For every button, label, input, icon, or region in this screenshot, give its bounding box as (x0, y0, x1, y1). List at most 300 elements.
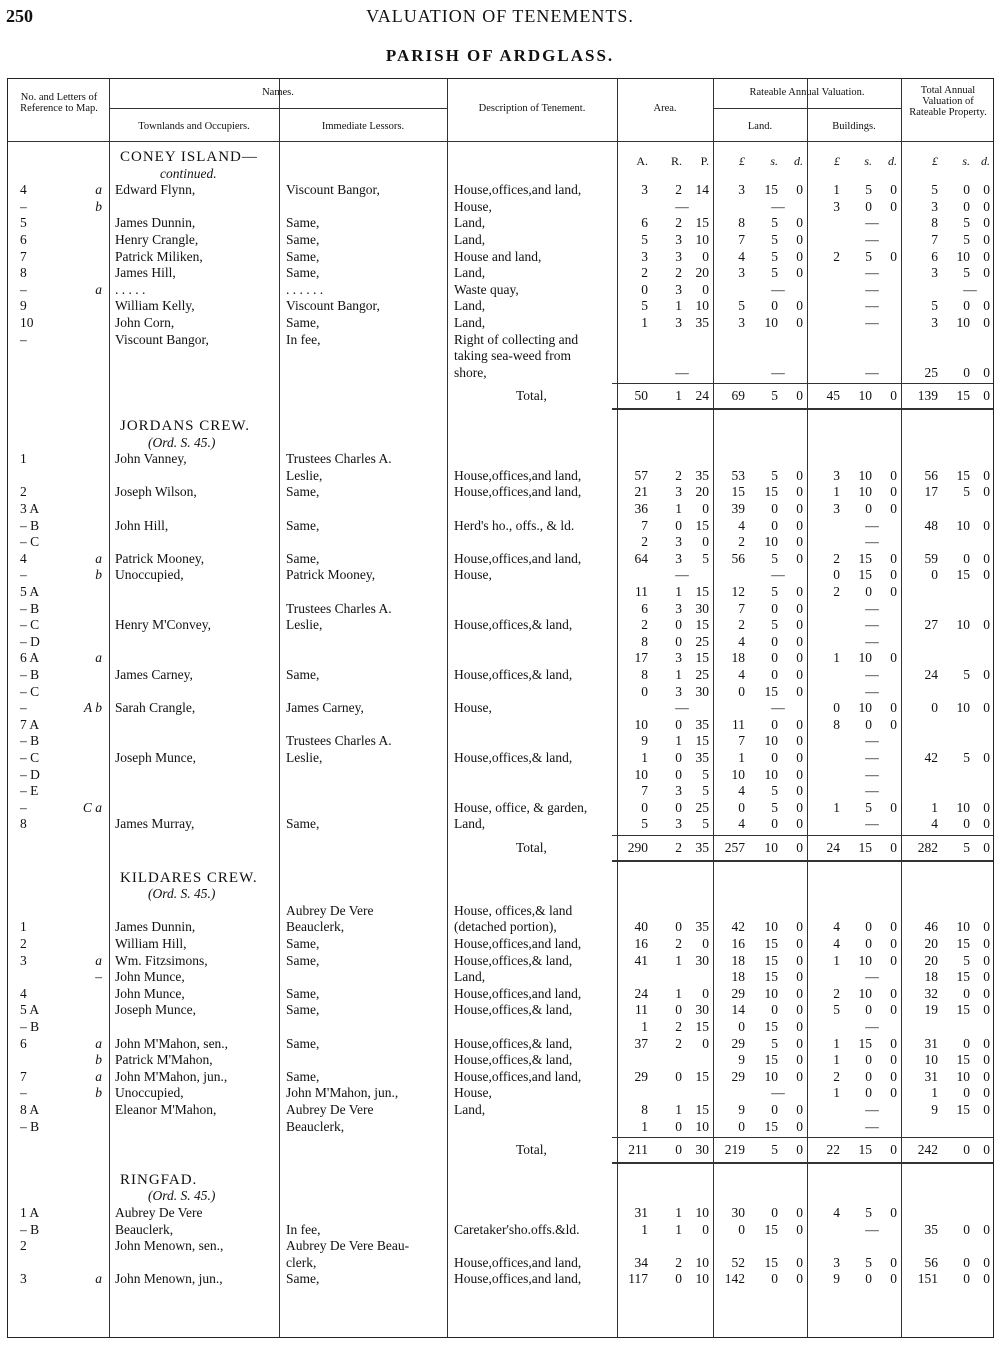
tot-value-1: 10 (956, 799, 970, 815)
land-value-0: 56 (731, 550, 745, 566)
land-value-2: 0 (796, 936, 803, 951)
land-value-0: 42 (731, 919, 745, 935)
bld-dash: — (865, 1019, 879, 1034)
land-value-0: 257 (724, 840, 745, 855)
row-ref: 9 (20, 298, 27, 314)
area-value-2: 35 (695, 467, 709, 483)
row-ref: 8 A (20, 1102, 40, 1117)
area-value-2: 35 (695, 315, 709, 330)
bld-value-0: 3 (833, 1254, 840, 1270)
table-row (8, 969, 995, 985)
land-value-0: 29 (731, 1068, 745, 1084)
land-value-2: 0 (796, 617, 803, 633)
lessor: Same, (286, 1271, 320, 1287)
description: taking sea-weed from (454, 348, 571, 364)
table-row (8, 182, 995, 198)
area-value-2: 15 (695, 1102, 709, 1117)
land-value-2: 0 (796, 919, 803, 935)
tot-value-2: 0 (983, 484, 990, 500)
bld-value-0: 2 (833, 248, 840, 264)
land-value-0: 3 (738, 265, 745, 281)
bld-unit-2: d. (888, 154, 897, 168)
area-value-1: 0 (675, 1142, 682, 1158)
land-value-1: 15 (764, 1254, 778, 1270)
row-ref: – B (20, 667, 40, 682)
bld-value-1: 10 (858, 484, 872, 500)
area-value-0: 11 (635, 1002, 648, 1018)
area-value-0: 6 (641, 215, 648, 231)
header-buildings: Buildings. (832, 121, 876, 132)
area-value-2: 30 (695, 1142, 709, 1158)
occupier: Joseph Wilson, (115, 484, 197, 500)
bld-dash: — (865, 667, 879, 682)
tot-value-0: 25 (924, 364, 938, 380)
table-row (8, 717, 995, 733)
occupier: Joseph Munce, (115, 1002, 196, 1018)
occupier: Unoccupied, (115, 1085, 184, 1101)
land-value-0: 9 (738, 1052, 745, 1068)
land-value-1: 5 (771, 265, 778, 281)
area-value-2: 5 (702, 783, 709, 799)
tot-value-2: 0 (983, 198, 990, 214)
land-value-1: 10 (764, 985, 778, 1001)
land-value-0: 8 (738, 215, 745, 231)
tot-value-1: 15 (956, 1102, 970, 1117)
tot-value-0: 18 (924, 969, 938, 985)
bld-dash: — (865, 600, 879, 616)
tot-value-2: 0 (983, 840, 990, 855)
bld-value-0: 5 (833, 1002, 840, 1018)
tot-value-2: 0 (983, 232, 990, 247)
area-value-0: 11 (635, 584, 648, 599)
bld-value-0: 1 (833, 1052, 840, 1068)
bld-value-0: 24 (826, 840, 840, 855)
land-value-2: 0 (796, 248, 803, 264)
bld-value-2: 0 (890, 584, 897, 599)
bld-value-0: 1 (833, 1085, 840, 1101)
table-row (8, 365, 995, 381)
land-unit-0: £ (739, 154, 745, 168)
area-value-1: 2 (675, 936, 682, 951)
tot-value-2: 0 (983, 315, 990, 330)
row-sub: b (95, 1085, 102, 1101)
bld-value-2: 0 (890, 799, 897, 815)
lessor: Same, (286, 248, 320, 264)
bld-value-0: 8 (833, 716, 840, 732)
lessor: Leslie, (286, 467, 323, 483)
description: Caretaker'sho.offs.&ld. (454, 1221, 580, 1237)
land-value-1: 0 (771, 816, 778, 832)
land-value-0: 0 (738, 1019, 745, 1034)
row-ref: 4 (20, 550, 27, 566)
tot-value-0: 42 (924, 750, 938, 765)
lessor: Leslie, (286, 750, 323, 765)
land-value-1: 10 (764, 1068, 778, 1084)
row-ref: 4 (20, 985, 27, 1001)
table-row (8, 617, 995, 633)
area-value-2: 35 (695, 840, 709, 855)
occupier: William Hill, (115, 936, 187, 951)
land-value-0: 4 (738, 633, 745, 649)
tot-value-2: 0 (983, 550, 990, 566)
table-row (8, 986, 995, 1002)
area-value-0: 2 (641, 265, 648, 281)
row-sub: a (95, 952, 102, 968)
land-value-2: 0 (796, 265, 803, 281)
land-value-1: 0 (771, 650, 778, 666)
occupier: Joseph Munce, (115, 750, 196, 765)
land-unit-1: s. (770, 154, 778, 168)
area-value-1: 3 (675, 232, 682, 247)
area-value-0: 5 (641, 816, 648, 832)
row-ref: – (20, 1085, 27, 1101)
table-row (8, 249, 995, 265)
area-value-1: 0 (675, 919, 682, 935)
tot-value-0: 1 (931, 1085, 938, 1101)
bld-dash: — (865, 633, 879, 649)
area-value-1: 0 (675, 1118, 682, 1134)
area-value-2: 10 (695, 1205, 709, 1220)
area-value-2: 15 (695, 517, 709, 533)
bld-dash: — (865, 783, 879, 799)
table-row (8, 1019, 995, 1035)
area-value-2: 10 (695, 298, 709, 314)
table-row (8, 315, 995, 331)
area-value-1: 0 (675, 1271, 682, 1287)
lessor: . . . . . . (286, 281, 324, 297)
bld-dash: — (865, 215, 879, 231)
land-value-0: 5 (738, 298, 745, 314)
land-value-1: 5 (771, 467, 778, 483)
land-value-0: 39 (731, 501, 745, 516)
tot-value-0: 0 (931, 700, 938, 716)
header-lessors: Immediate Lessors. (321, 121, 405, 132)
land-value-1: 15 (764, 936, 778, 951)
bld-value-0: 4 (833, 1205, 840, 1220)
land-value-2: 0 (796, 969, 803, 985)
table-row (8, 451, 995, 467)
table-row (8, 700, 995, 716)
table-row (8, 953, 995, 969)
tot-value-0: 48 (924, 517, 938, 533)
occupier: Patrick M'Mahon, (115, 1052, 213, 1068)
table-row (8, 1036, 995, 1052)
bld-dash: — (865, 617, 879, 633)
tot-value-0: 9 (931, 1102, 938, 1117)
land-value-1: 10 (764, 534, 778, 550)
area-value-1: 3 (675, 534, 682, 550)
area-value-2: 10 (695, 1271, 709, 1287)
table-row (8, 783, 995, 799)
bld-value-1: 0 (865, 936, 872, 951)
tot-value-1: 10 (956, 919, 970, 935)
land-value-1: 0 (771, 750, 778, 765)
area-value-0: 5 (641, 232, 648, 247)
bld-dash: — (865, 1221, 879, 1237)
tot-value-2: 0 (983, 1052, 990, 1068)
land-value-0: 7 (738, 733, 745, 749)
bld-value-0: 1 (833, 952, 840, 968)
land-value-2: 0 (796, 799, 803, 815)
description: House and land, (454, 248, 542, 264)
area-value-2: 0 (702, 281, 709, 297)
tot-value-0: 20 (924, 936, 938, 951)
total-label: Total, (516, 1142, 547, 1158)
land-value-1: 10 (764, 840, 778, 855)
area-value-1: 1 (675, 1221, 682, 1237)
table-row (8, 551, 995, 567)
land-value-2: 0 (796, 215, 803, 231)
tot-value-0: 56 (924, 467, 938, 483)
description: Land, (454, 816, 486, 832)
bld-dash: — (865, 969, 879, 985)
description: House,offices,and land, (454, 484, 582, 500)
description: House, (454, 700, 492, 716)
lessor: Same, (286, 816, 320, 832)
bld-value-0: 4 (833, 936, 840, 951)
land-dash: — (771, 198, 785, 214)
area-value-1: 0 (675, 799, 682, 815)
land-value-0: 29 (731, 1035, 745, 1051)
area-value-0: 3 (641, 248, 648, 264)
land-value-1: 5 (771, 215, 778, 231)
description: House,offices,and land, (454, 550, 582, 566)
area-value-0: 1 (641, 315, 648, 330)
bld-value-2: 0 (890, 840, 897, 855)
table-row (8, 567, 995, 583)
tot-dash: — (963, 281, 977, 297)
bld-value-1: 0 (865, 1271, 872, 1287)
bld-value-0: 0 (833, 700, 840, 716)
tot-value-1: 5 (963, 840, 970, 855)
bld-value-1: 10 (858, 388, 872, 404)
tot-value-0: 0 (931, 567, 938, 583)
area-value-1: 1 (675, 952, 682, 968)
bld-value-1: 10 (858, 985, 872, 1001)
bld-value-0: 3 (833, 501, 840, 516)
tot-value-0: 35 (924, 1221, 938, 1237)
row-ref: – B (20, 1019, 40, 1034)
land-value-1: 15 (764, 952, 778, 968)
tot-value-2: 0 (983, 265, 990, 281)
area-value-0: 0 (641, 281, 648, 297)
lessor: Leslie, (286, 617, 323, 633)
bld-value-2: 0 (890, 1205, 897, 1220)
description: House,offices,and land, (454, 467, 582, 483)
land-value-1: 5 (771, 388, 778, 404)
bld-value-0: 45 (826, 388, 840, 404)
bld-value-2: 0 (890, 700, 897, 716)
area-value-1: 3 (675, 783, 682, 799)
area-value-0: 1 (641, 1118, 648, 1134)
land-value-1: 0 (771, 600, 778, 616)
header-names: Names. (262, 87, 294, 98)
area-value-2: 15 (695, 1068, 709, 1084)
area-value-0: 1 (641, 1019, 648, 1034)
lessor: John M'Mahon, jun., (286, 1085, 399, 1101)
total-row (8, 840, 995, 856)
land-value-0: 4 (738, 667, 745, 682)
row-ref: – D (20, 766, 40, 782)
tot-value-0: 56 (924, 1254, 938, 1270)
row-ref: 7 (20, 1068, 27, 1084)
bld-dash: — (865, 265, 879, 281)
tot-value-1: 10 (956, 1068, 970, 1084)
land-value-0: 3 (738, 315, 745, 330)
tot-value-0: 8 (931, 215, 938, 231)
table-row (8, 265, 995, 281)
row-ref: 3 A (20, 501, 40, 516)
land-value-1: 15 (764, 969, 778, 985)
row-ref: 1 (20, 919, 27, 935)
table-row (8, 199, 995, 215)
tot-value-1: 15 (956, 1002, 970, 1018)
lessor: In fee, (286, 1221, 321, 1237)
area-value-0: 40 (634, 919, 648, 935)
total-rule-top (612, 1137, 993, 1139)
valuation-table (7, 78, 994, 1338)
bld-dash: — (865, 1118, 879, 1134)
lessor: James Carney, (286, 700, 364, 716)
bld-value-0: 3 (833, 467, 840, 483)
section-title: RINGFAD. (120, 1171, 198, 1188)
tot-value-1: 15 (956, 388, 970, 404)
land-value-2: 0 (796, 683, 803, 699)
description: Right of collecting and (454, 331, 579, 347)
tot-value-1: 10 (956, 700, 970, 716)
bld-value-2: 0 (890, 919, 897, 935)
land-value-0: 2 (738, 534, 745, 550)
land-value-2: 0 (796, 534, 803, 550)
area-value-1: 3 (675, 484, 682, 500)
tot-value-2: 0 (983, 1142, 990, 1158)
occupier: John M'Mahon, jun., (115, 1068, 228, 1084)
land-value-1: 15 (764, 683, 778, 699)
land-value-2: 0 (796, 1118, 803, 1134)
tot-value-2: 0 (983, 1085, 990, 1101)
tot-value-2: 0 (983, 215, 990, 231)
tot-value-0: 5 (931, 182, 938, 198)
tot-value-2: 0 (983, 936, 990, 951)
lessor: Beauclerk, (286, 919, 345, 935)
occupier: Unoccupied, (115, 567, 184, 583)
area-value-0: 290 (627, 840, 648, 855)
bld-value-2: 0 (890, 182, 897, 198)
tot-value-1: 0 (963, 1085, 970, 1101)
land-value-1: 10 (764, 315, 778, 330)
occupier: John Menown, jun., (115, 1271, 223, 1287)
area-value-1: 0 (675, 1002, 682, 1018)
land-value-0: 52 (731, 1254, 745, 1270)
area-value-0: 24 (634, 985, 648, 1001)
area-value-1: 1 (675, 388, 682, 404)
section-subtitle: (Ord. S. 45.) (148, 434, 216, 450)
lessor: Same, (286, 517, 320, 533)
row-ref: 4 (20, 182, 27, 198)
tot-value-0: 27 (924, 617, 938, 633)
area-value-0: 37 (634, 1035, 648, 1051)
lessor: Aubrey De Vere (286, 1102, 374, 1117)
land-value-1: 15 (764, 182, 778, 198)
tot-value-1: 5 (963, 232, 970, 247)
land-value-2: 0 (796, 232, 803, 247)
tot-value-2: 0 (983, 969, 990, 985)
bld-dash: — (865, 766, 879, 782)
land-value-2: 0 (796, 298, 803, 314)
tot-value-2: 0 (983, 816, 990, 832)
occupier: William Kelly, (115, 298, 195, 314)
tot-value-1: 0 (963, 1271, 970, 1287)
land-value-1: 15 (764, 1221, 778, 1237)
table-row (8, 919, 995, 935)
area-value-2: 25 (695, 633, 709, 649)
tot-value-1: 10 (956, 517, 970, 533)
occupier: James Dunnin, (115, 215, 196, 231)
tot-value-1: 0 (963, 1142, 970, 1158)
area-value-0: 117 (628, 1271, 648, 1287)
land-value-1: 0 (771, 1002, 778, 1018)
description: House,offices,& land, (454, 1035, 573, 1051)
tot-value-2: 0 (983, 1035, 990, 1051)
area-value-2: 0 (702, 501, 709, 516)
land-value-2: 0 (796, 1205, 803, 1220)
description: House, office, & garden, (454, 799, 588, 815)
area-value-0: 2 (641, 534, 648, 550)
lessor: Same, (286, 936, 320, 951)
tot-value-1: 5 (963, 952, 970, 968)
bld-value-1: 0 (865, 1052, 872, 1068)
tot-value-2: 0 (983, 567, 990, 583)
area-value-1: 2 (675, 467, 682, 483)
description: House, (454, 1085, 492, 1101)
area-value-2: 30 (695, 1002, 709, 1018)
tot-value-2: 0 (983, 1068, 990, 1084)
tot-value-0: 46 (924, 919, 938, 935)
land-value-1: 5 (771, 1035, 778, 1051)
tot-value-0: 6 (931, 248, 938, 264)
description: House,offices,& land, (454, 1052, 573, 1068)
bld-value-0: 1 (833, 484, 840, 500)
row-ref: 3 (20, 952, 27, 968)
area-value-1: 2 (675, 1254, 682, 1270)
occupier: Wm. Fitzsimons, (115, 952, 208, 968)
area-value-2: 30 (695, 952, 709, 968)
tot-value-1: 15 (956, 936, 970, 951)
row-ref: 2 (20, 1238, 27, 1254)
tot-value-2: 0 (983, 799, 990, 815)
bld-value-0: 2 (833, 1068, 840, 1084)
tot-value-0: 31 (924, 1068, 938, 1084)
area-value-2: 15 (695, 733, 709, 749)
tot-value-0: 19 (924, 1002, 938, 1018)
occupier: John Munce, (115, 969, 185, 985)
header-rateable: Rateable Annual Valuation. (749, 87, 865, 98)
tot-value-1: 5 (963, 667, 970, 682)
tot-value-0: 3 (931, 265, 938, 281)
land-value-0: 3 (738, 182, 745, 198)
parish-title: PARISH OF ARDGLASS. (385, 46, 615, 65)
tot-value-2: 0 (983, 952, 990, 968)
bld-value-1: 10 (858, 650, 872, 666)
land-value-1: 0 (771, 1271, 778, 1287)
table-row (8, 903, 995, 919)
bld-value-1: 0 (865, 1068, 872, 1084)
land-value-1: 5 (771, 248, 778, 264)
area-dash: — (675, 364, 689, 380)
land-value-0: 9 (738, 1102, 745, 1117)
land-value-1: 5 (771, 617, 778, 633)
row-sub: a (95, 1068, 102, 1084)
